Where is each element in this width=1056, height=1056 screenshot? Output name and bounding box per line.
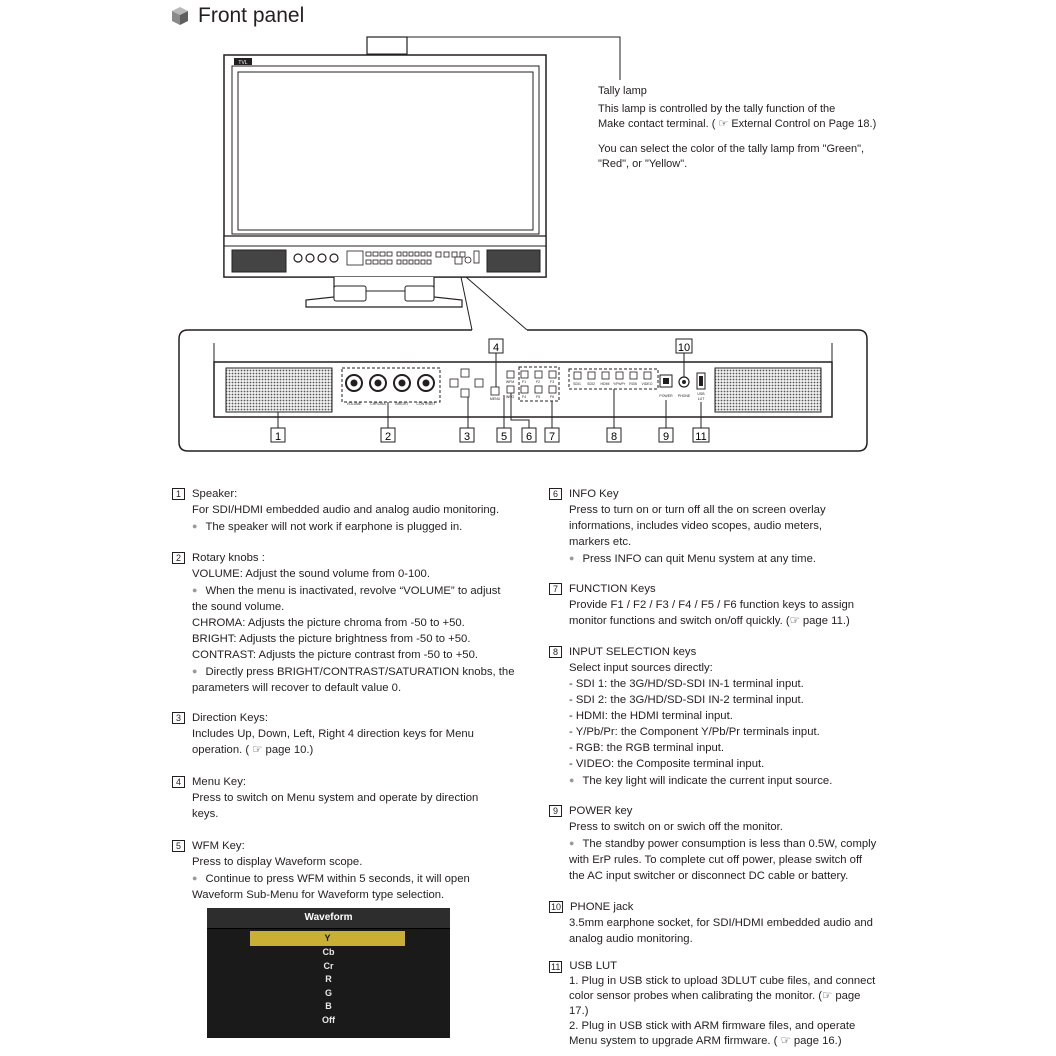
waveform-option[interactable]: R <box>325 974 332 984</box>
section-rotary-knobs <box>172 550 532 696</box>
section-text: CONTRAST: Adjusts the picture contrast from -50 to +50. <box>192 649 478 661</box>
section-number: 3 <box>172 712 185 724</box>
svg-text:2: 2 <box>384 431 392 443</box>
section-title: Direction Keys: <box>192 712 268 724</box>
svg-text:4: 4 <box>492 342 500 354</box>
waveform-menu <box>207 908 450 1038</box>
svg-text:RGB: RGB <box>629 382 637 386</box>
section-usb-lut <box>549 959 909 1049</box>
speaker-right <box>715 368 821 412</box>
svg-text:CHROMA: CHROMA <box>370 402 386 406</box>
svg-text:F2: F2 <box>535 380 541 384</box>
section-text: with ErP rules. To complete cut off power, please switch off <box>569 854 863 866</box>
speaker-right-small <box>487 250 540 272</box>
svg-text:TVL: TVL <box>238 60 248 66</box>
section-text: parameters will recover to default value 0. <box>192 682 402 694</box>
section-text: color sensor probes when calibrating the monitor. (☞ page <box>569 990 861 1002</box>
bullet-text: ● The speaker will not work if earphone is plugged in. <box>192 518 532 535</box>
bullet-text: ● The key light will indicate the current input source. <box>569 772 909 789</box>
svg-text:7: 7 <box>548 431 556 443</box>
tally-line: You can select the color of the tally lamp from "Green", <box>598 143 865 155</box>
section-text: monitor functions and switch on/off quickly. (☞ page 11.) <box>569 615 850 627</box>
section-menu-key <box>172 774 532 822</box>
section-number: 10 <box>551 902 562 912</box>
svg-text:SDI1: SDI1 <box>573 382 581 386</box>
svg-text:HDMI: HDMI <box>600 382 610 386</box>
monitor-screen <box>238 72 533 230</box>
section-text: Includes Up, Down, Left, Right 4 direction keys for Menu <box>192 728 474 740</box>
section-text: Provide F1 / F2 / F3 / F4 / F5 / F6 function keys to assign <box>569 599 855 611</box>
svg-text:USB: USB <box>697 392 705 396</box>
section-title: INFO Key <box>569 488 619 500</box>
waveform-option-selected[interactable]: Y <box>250 931 405 946</box>
section-text: markers etc. <box>569 536 632 548</box>
section-text: the AC input switcher or disconnect DC cable or battery. <box>569 870 849 882</box>
section-text: - HDMI: the HDMI terminal input. <box>569 710 733 722</box>
svg-text:MENU: MENU <box>489 397 501 401</box>
section-text: operation. ( ☞ page 10.) <box>192 744 314 756</box>
waveform-option[interactable]: B <box>325 1001 332 1011</box>
section-text: VOLUME: Adjust the sound volume from 0-100. <box>192 568 430 580</box>
section-text: informations, includes video scopes, audio meters, <box>569 520 823 532</box>
section-title: POWER key <box>569 805 633 817</box>
section-function-keys <box>549 581 909 629</box>
section-text: - Y/Pb/Pr: the Component Y/Pb/Pr terminals input. <box>569 726 820 738</box>
section-text: analog audio monitoring. <box>569 933 693 945</box>
section-number: 5 <box>172 840 185 852</box>
svg-text:F5: F5 <box>535 395 541 399</box>
svg-text:VIDEO: VIDEO <box>641 382 653 386</box>
section-wfm-key <box>172 838 532 903</box>
section-direction-keys <box>172 710 532 758</box>
waveform-option[interactable]: Off <box>322 1014 335 1025</box>
section-number: 4 <box>172 776 185 788</box>
section-text: - SDI 2: the 3G/HD/SD-SDI IN-2 terminal input. <box>569 694 804 706</box>
section-title: FUNCTION Keys <box>569 583 656 595</box>
tally-line: "Red", or "Yellow". <box>598 158 688 170</box>
svg-text:11: 11 <box>695 431 707 443</box>
page-title-text: Front panel <box>198 4 305 27</box>
front-panel-diagram <box>0 0 1056 470</box>
svg-text:F1: F1 <box>521 380 527 384</box>
section-text: Press to display Waveform scope. <box>192 856 363 868</box>
speaker-left-small <box>232 250 286 272</box>
section-text: Waveform Sub-Menu for Waveform type selection. <box>192 889 445 901</box>
section-text: 1. Plug in USB stick to upload 3DLUT cube files, and connect <box>569 975 876 987</box>
section-phone-jack <box>549 899 909 947</box>
section-title: Menu Key: <box>192 776 247 788</box>
section-info-key <box>549 486 909 567</box>
svg-text:5: 5 <box>500 431 508 443</box>
waveform-option[interactable]: Cr <box>323 960 334 971</box>
svg-text:PHONE: PHONE <box>677 394 691 398</box>
speaker-left <box>226 368 332 412</box>
svg-text:9: 9 <box>662 431 670 443</box>
svg-text:3: 3 <box>463 431 471 443</box>
section-text: Select input sources directly: <box>569 662 713 674</box>
section-title: WFM Key: <box>192 840 245 852</box>
section-title: USB LUT <box>569 960 618 972</box>
svg-text:WFM: WFM <box>505 380 515 384</box>
section-text: the sound volume. <box>192 601 285 613</box>
svg-text:8: 8 <box>610 431 618 443</box>
bullet-text: ● Press INFO can quit Menu system at any time. <box>569 550 909 567</box>
section-number: 1 <box>172 488 185 500</box>
section-text: - SDI 1: the 3G/HD/SD-SDI IN-1 terminal input. <box>569 678 804 690</box>
bullet-text: ● The standby power consumption is less than 0.5W, comply <box>569 835 909 852</box>
section-text: keys. <box>192 808 219 820</box>
section-text: Press to switch on or swich off the monitor. <box>569 821 783 833</box>
svg-text:F3: F3 <box>549 380 555 384</box>
waveform-option[interactable]: Cb <box>322 947 335 957</box>
waveform-menu-title: Waveform <box>207 908 450 929</box>
section-text: BRIGHT: Adjusts the picture brightness from -50 to +50. <box>192 633 471 645</box>
section-text: Press to turn on or turn off all the on screen overlay <box>569 504 826 516</box>
section-text: 2. Plug in USB stick with ARM firmware files, and operate <box>569 1020 856 1032</box>
section-text: 17.) <box>569 1005 589 1017</box>
bullet-text: ● When the menu is inactivated, revolve “VOLUME” to adjust <box>192 582 532 599</box>
section-power-key <box>549 803 909 884</box>
svg-text:VOLUME: VOLUME <box>346 402 362 406</box>
waveform-option[interactable]: G <box>324 987 332 998</box>
tally-line: This lamp is controlled by the tally function of the <box>598 103 836 115</box>
section-number: 9 <box>549 805 562 817</box>
section-text: - VIDEO: the Composite terminal input. <box>569 758 765 770</box>
bullet-text: ● Continue to press WFM within 5 seconds, it will open <box>192 870 532 887</box>
svg-text:SDI2: SDI2 <box>587 382 595 386</box>
section-input-selection <box>549 644 909 789</box>
svg-text:CONTRAST: CONTRAST <box>416 402 436 406</box>
section-text: Press to switch on Menu system and operate by direction <box>192 792 479 804</box>
section-number: 11 <box>551 961 561 972</box>
svg-text:BRIGHT: BRIGHT <box>395 402 409 406</box>
section-speaker <box>172 486 532 535</box>
svg-text:10: 10 <box>677 342 691 354</box>
section-title: INPUT SELECTION keys <box>569 646 697 658</box>
svg-text:F6: F6 <box>549 395 555 399</box>
section-number: 7 <box>549 583 562 595</box>
tally-heading: Tally lamp <box>598 85 647 97</box>
menu-key <box>491 387 499 395</box>
section-text: 3.5mm earphone socket, for SDI/HDMI embedded audio and <box>569 917 873 929</box>
svg-text:F4: F4 <box>521 395 527 399</box>
section-title: PHONE jack <box>570 901 634 913</box>
svg-text:1: 1 <box>274 431 282 443</box>
tally-lamp-description <box>598 84 928 172</box>
svg-text:INFO: INFO <box>505 395 515 399</box>
section-title: Speaker: <box>192 488 238 500</box>
section-number: 8 <box>549 646 562 658</box>
section-text: - RGB: the RGB terminal input. <box>569 742 725 754</box>
svg-text:LUT: LUT <box>697 397 705 401</box>
section-text: CHROMA: Adjusts the picture chroma from -50 to +50. <box>192 617 465 629</box>
section-title: Rotary knobs : <box>192 552 265 564</box>
section-number: 2 <box>172 552 185 564</box>
section-text: Menu system to upgrade ARM firmware. ( ☞ page 16.) <box>569 1035 842 1047</box>
section-number: 6 <box>549 488 562 500</box>
section-text: For SDI/HDMI embedded audio and analog audio monitoring. <box>192 504 500 516</box>
svg-text:POWER: POWER <box>659 394 673 398</box>
tally-line: Make contact terminal. ( ☞ External Control on Page 18.) <box>598 118 877 130</box>
bullet-text: ● Directly press BRIGHT/CONTRAST/SATURATION knobs, the <box>192 663 532 680</box>
svg-text:6: 6 <box>525 431 533 443</box>
svg-text:Y/Pb/Pr: Y/Pb/Pr <box>612 382 626 386</box>
